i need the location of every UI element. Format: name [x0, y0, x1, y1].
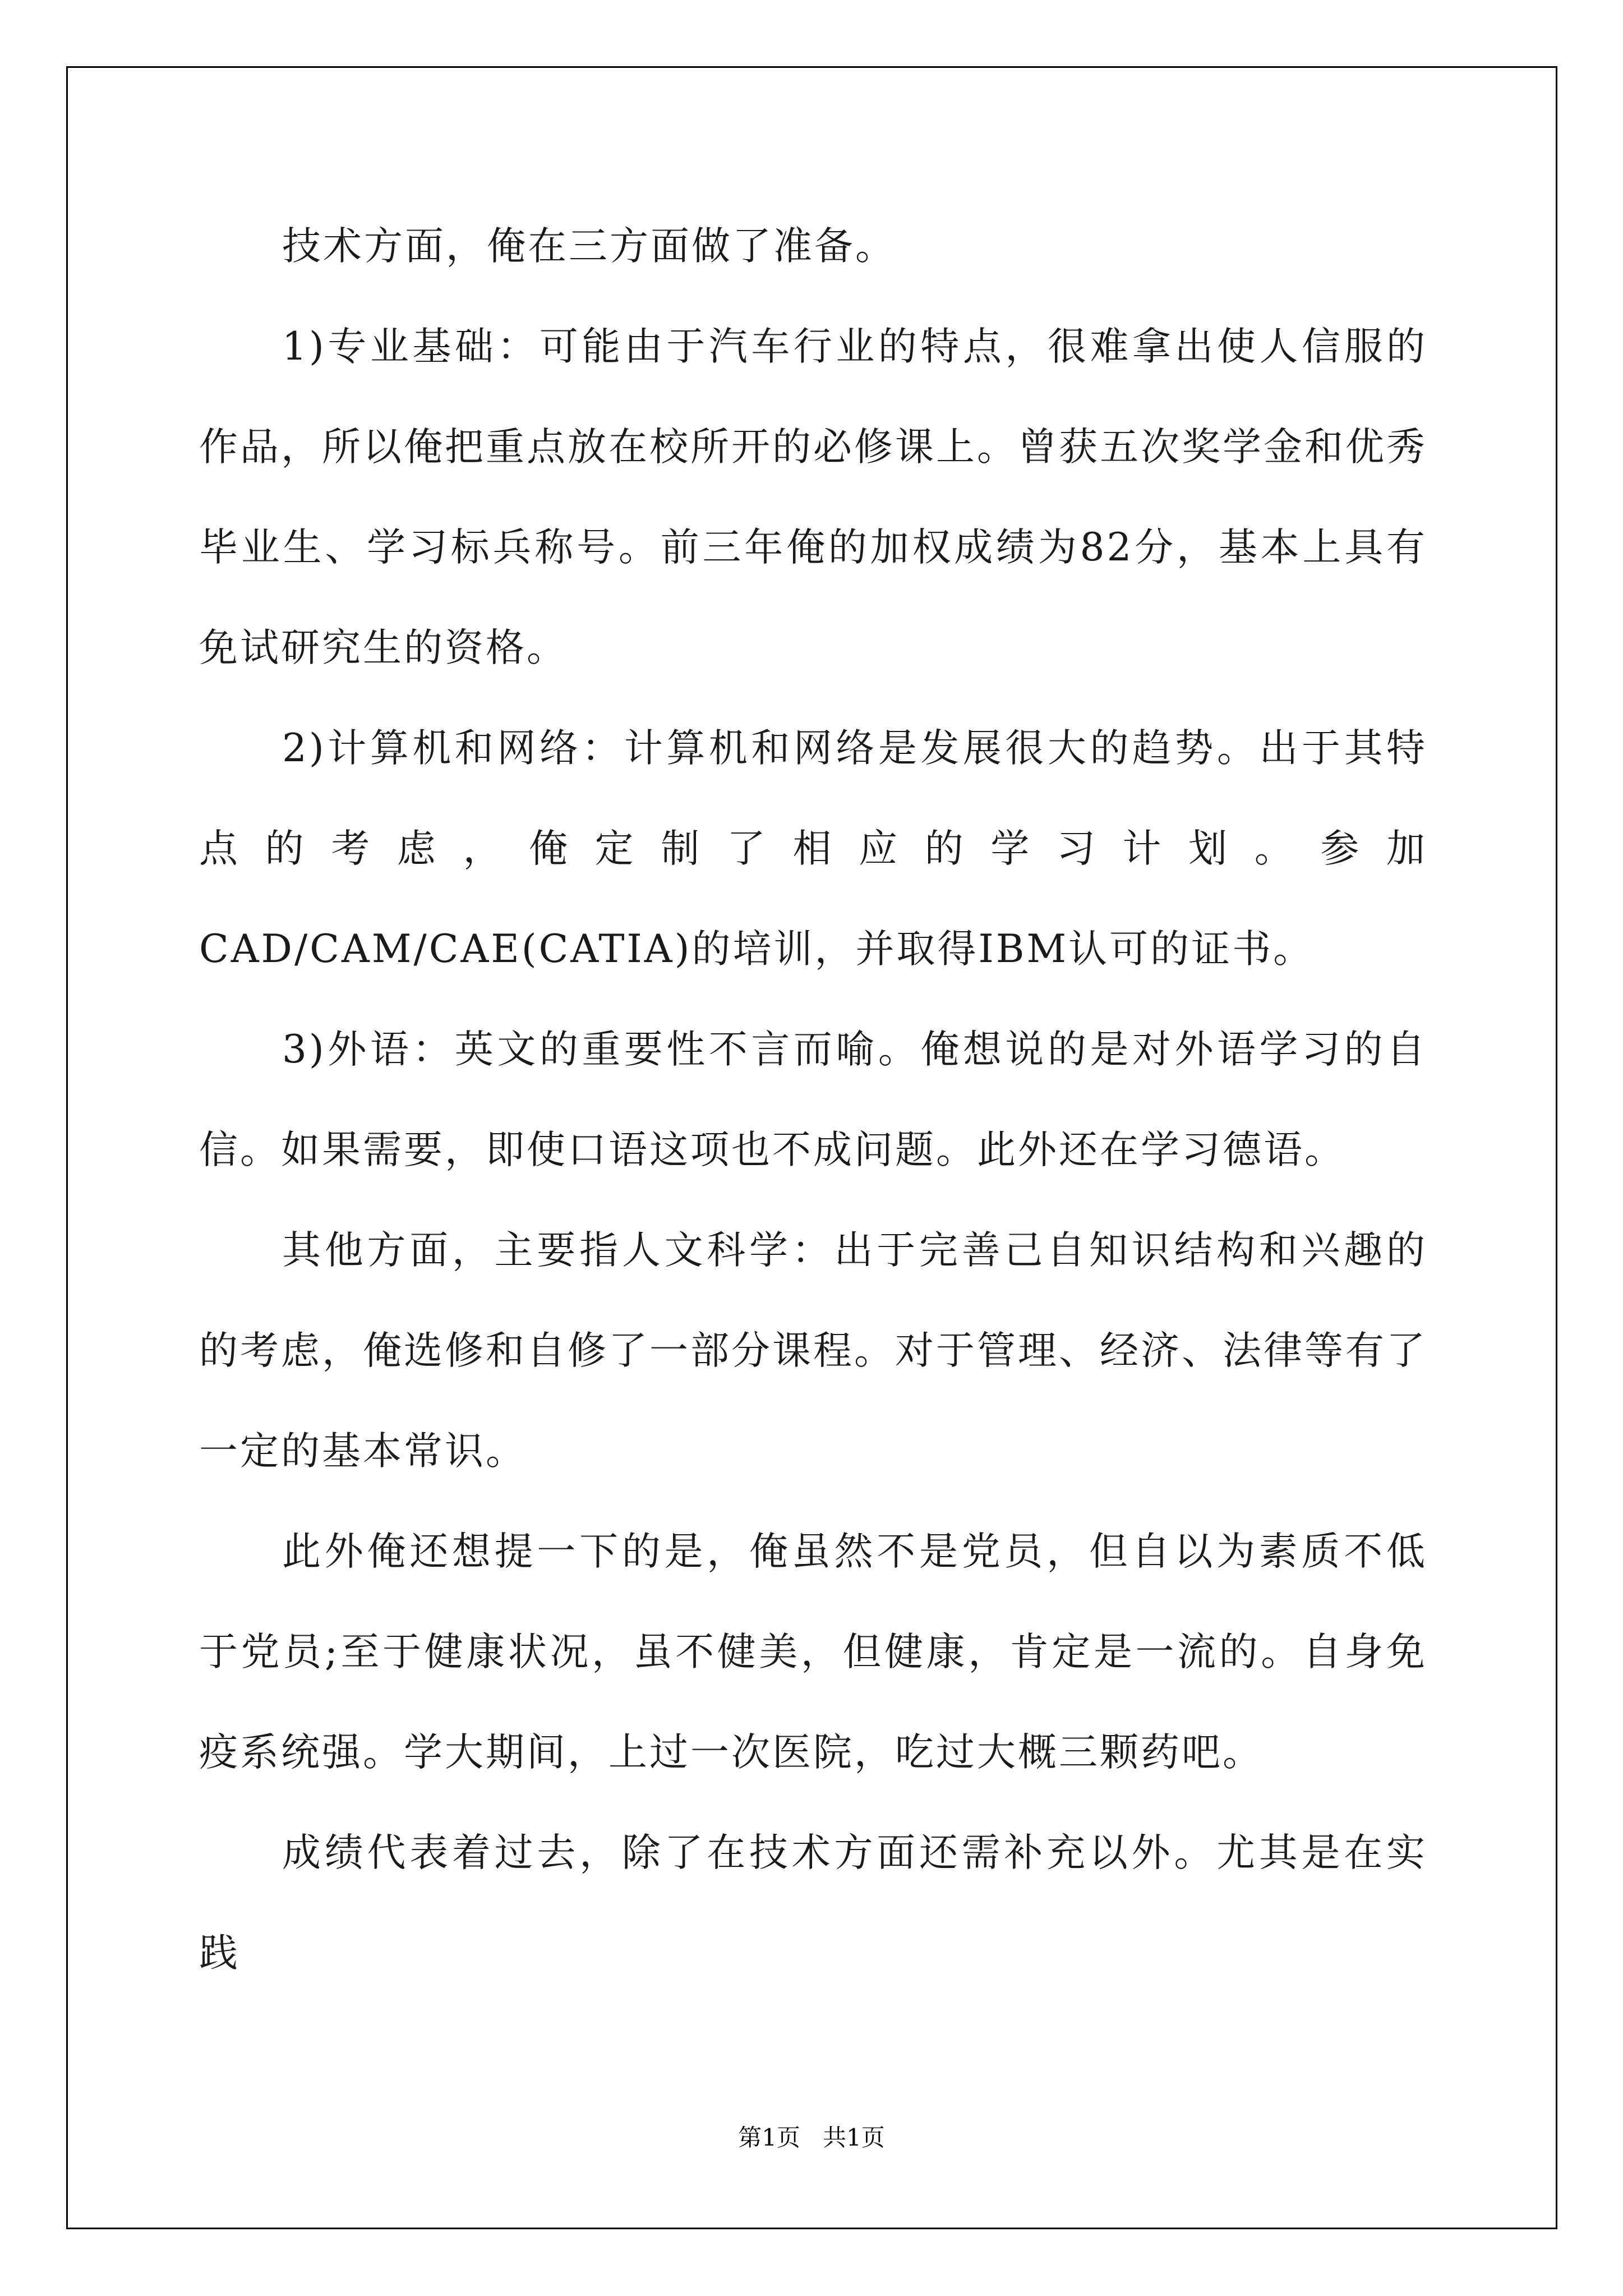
paragraph-foreign-language: 3)外语：英文的重要性不言而喻。俺想说的是对外语学习的自信。如果需要，即使口语这项也不成问题。此外还在学习德语。 — [199, 1027, 1427, 1172]
document-body — [199, 196, 1427, 2004]
paragraph-technical-intro: 技术方面，俺在三方面做了准备。 — [282, 224, 896, 269]
paragraph-computer-network: 2)计算机和网络：计算机和网络是发展很大的趋势。出于其特点的考虑，俺定制了相应的学习计划。参加CAD/CAM/CAE(CATIA)的培训，并取得IBM认可的证书。 — [199, 726, 1427, 972]
paragraph-health: 此外俺还想提一下的是，俺虽然不是党员，但自以为素质不低于党员;至于健康状况，虽不健美，但健康，肯定是一流的。自身免疫系统强。学大期间，上过一次医院，吃过大概三颗药吧。 — [199, 1529, 1427, 1775]
paragraph-professional-basics: 1)专业基础：可能由于汽车行业的特点，很难拿出使人信服的作品，所以俺把重点放在校所开的必修课上。曾获五次奖学金和优秀毕业生、学习标兵称号。前三年俺的加权成绩为82分，基本上具有免试研究生的资格。 — [199, 324, 1427, 670]
paragraph-humanities: 其他方面，主要指人文科学：出于完善己自知识结构和兴趣的的考虑，俺选修和自修了一部分课程。对于管理、经济、法律等有了一定的基本常识。 — [199, 1228, 1427, 1474]
paragraph-achievements: 成绩代表着过去，除了在技术方面还需补充以外。尤其是在实践 — [199, 1830, 1427, 1976]
page-footer: 第1页 共1页 — [738, 2124, 885, 2151]
